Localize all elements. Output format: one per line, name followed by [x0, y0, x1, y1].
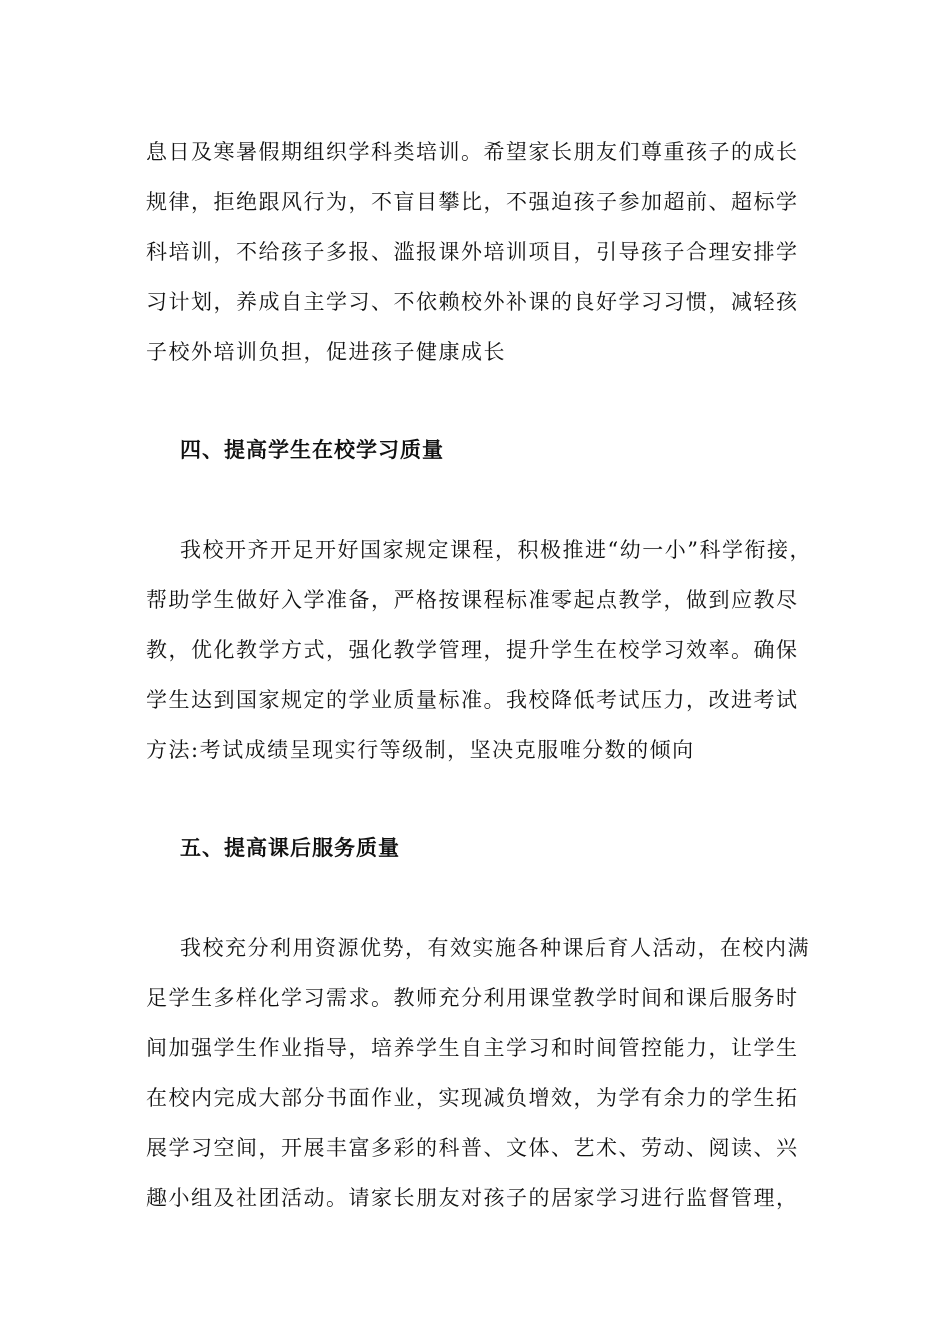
paragraph-line: 足学生多样化学习需求。教师充分利用课堂教学时间和课后服务时: [146, 986, 799, 1010]
paragraph-line: 趣小组及社团活动。请家长朋友对孩子的居家学习进行监督管理，: [146, 1186, 799, 1210]
paragraph-line: 习计划，养成自主学习、不依赖校外补课的良好学习习惯，减轻孩: [146, 290, 799, 314]
paragraph-line: 学生达到国家规定的学业质量标准。我校降低考试压力，改进考试: [146, 688, 799, 712]
paragraph-line: 息日及寒暑假期组织学科类培训。希望家长朋友们尊重孩子的成长: [146, 140, 799, 164]
paragraph-line: 科培训，不给孩子多报、滥报课外培训项目，引导孩子合理安排学: [146, 240, 799, 264]
paragraph-line: 我校充分利用资源优势，有效实施各种课后育人活动，在校内满: [180, 936, 810, 960]
paragraph-line: 子校外培训负担，促进孩子健康成长: [146, 340, 506, 364]
section-heading-4: 四、提高学生在校学习质量: [180, 438, 444, 462]
paragraph-line: 间加强学生作业指导，培养学生自主学习和时间管控能力，让学生: [146, 1036, 799, 1060]
section-heading-5: 五、提高课后服务质量: [180, 836, 400, 860]
paragraph-line: 规律，拒绝跟风行为，不盲目攀比，不强迫孩子参加超前、超标学: [146, 190, 799, 214]
paragraph-line: 帮助学生做好入学准备，严格按课程标准零起点教学，做到应教尽: [146, 588, 799, 612]
paragraph-line: 方法:考试成绩呈现实行等级制，坚决克服唯分数的倾向: [146, 738, 695, 762]
paragraph-line: 展学习空间，开展丰富多彩的科普、文体、艺术、劳动、阅读、兴: [146, 1136, 799, 1160]
paragraph-line: 教，优化教学方式，强化教学管理，提升学生在校学习效率。确保: [146, 638, 799, 662]
paragraph-line: 我校开齐开足开好国家规定课程，积极推进“幼一小”科学衔接，: [180, 538, 812, 562]
paragraph-line: 在校内完成大部分书面作业，实现减负增效，为学有余力的学生拓: [146, 1086, 799, 1110]
